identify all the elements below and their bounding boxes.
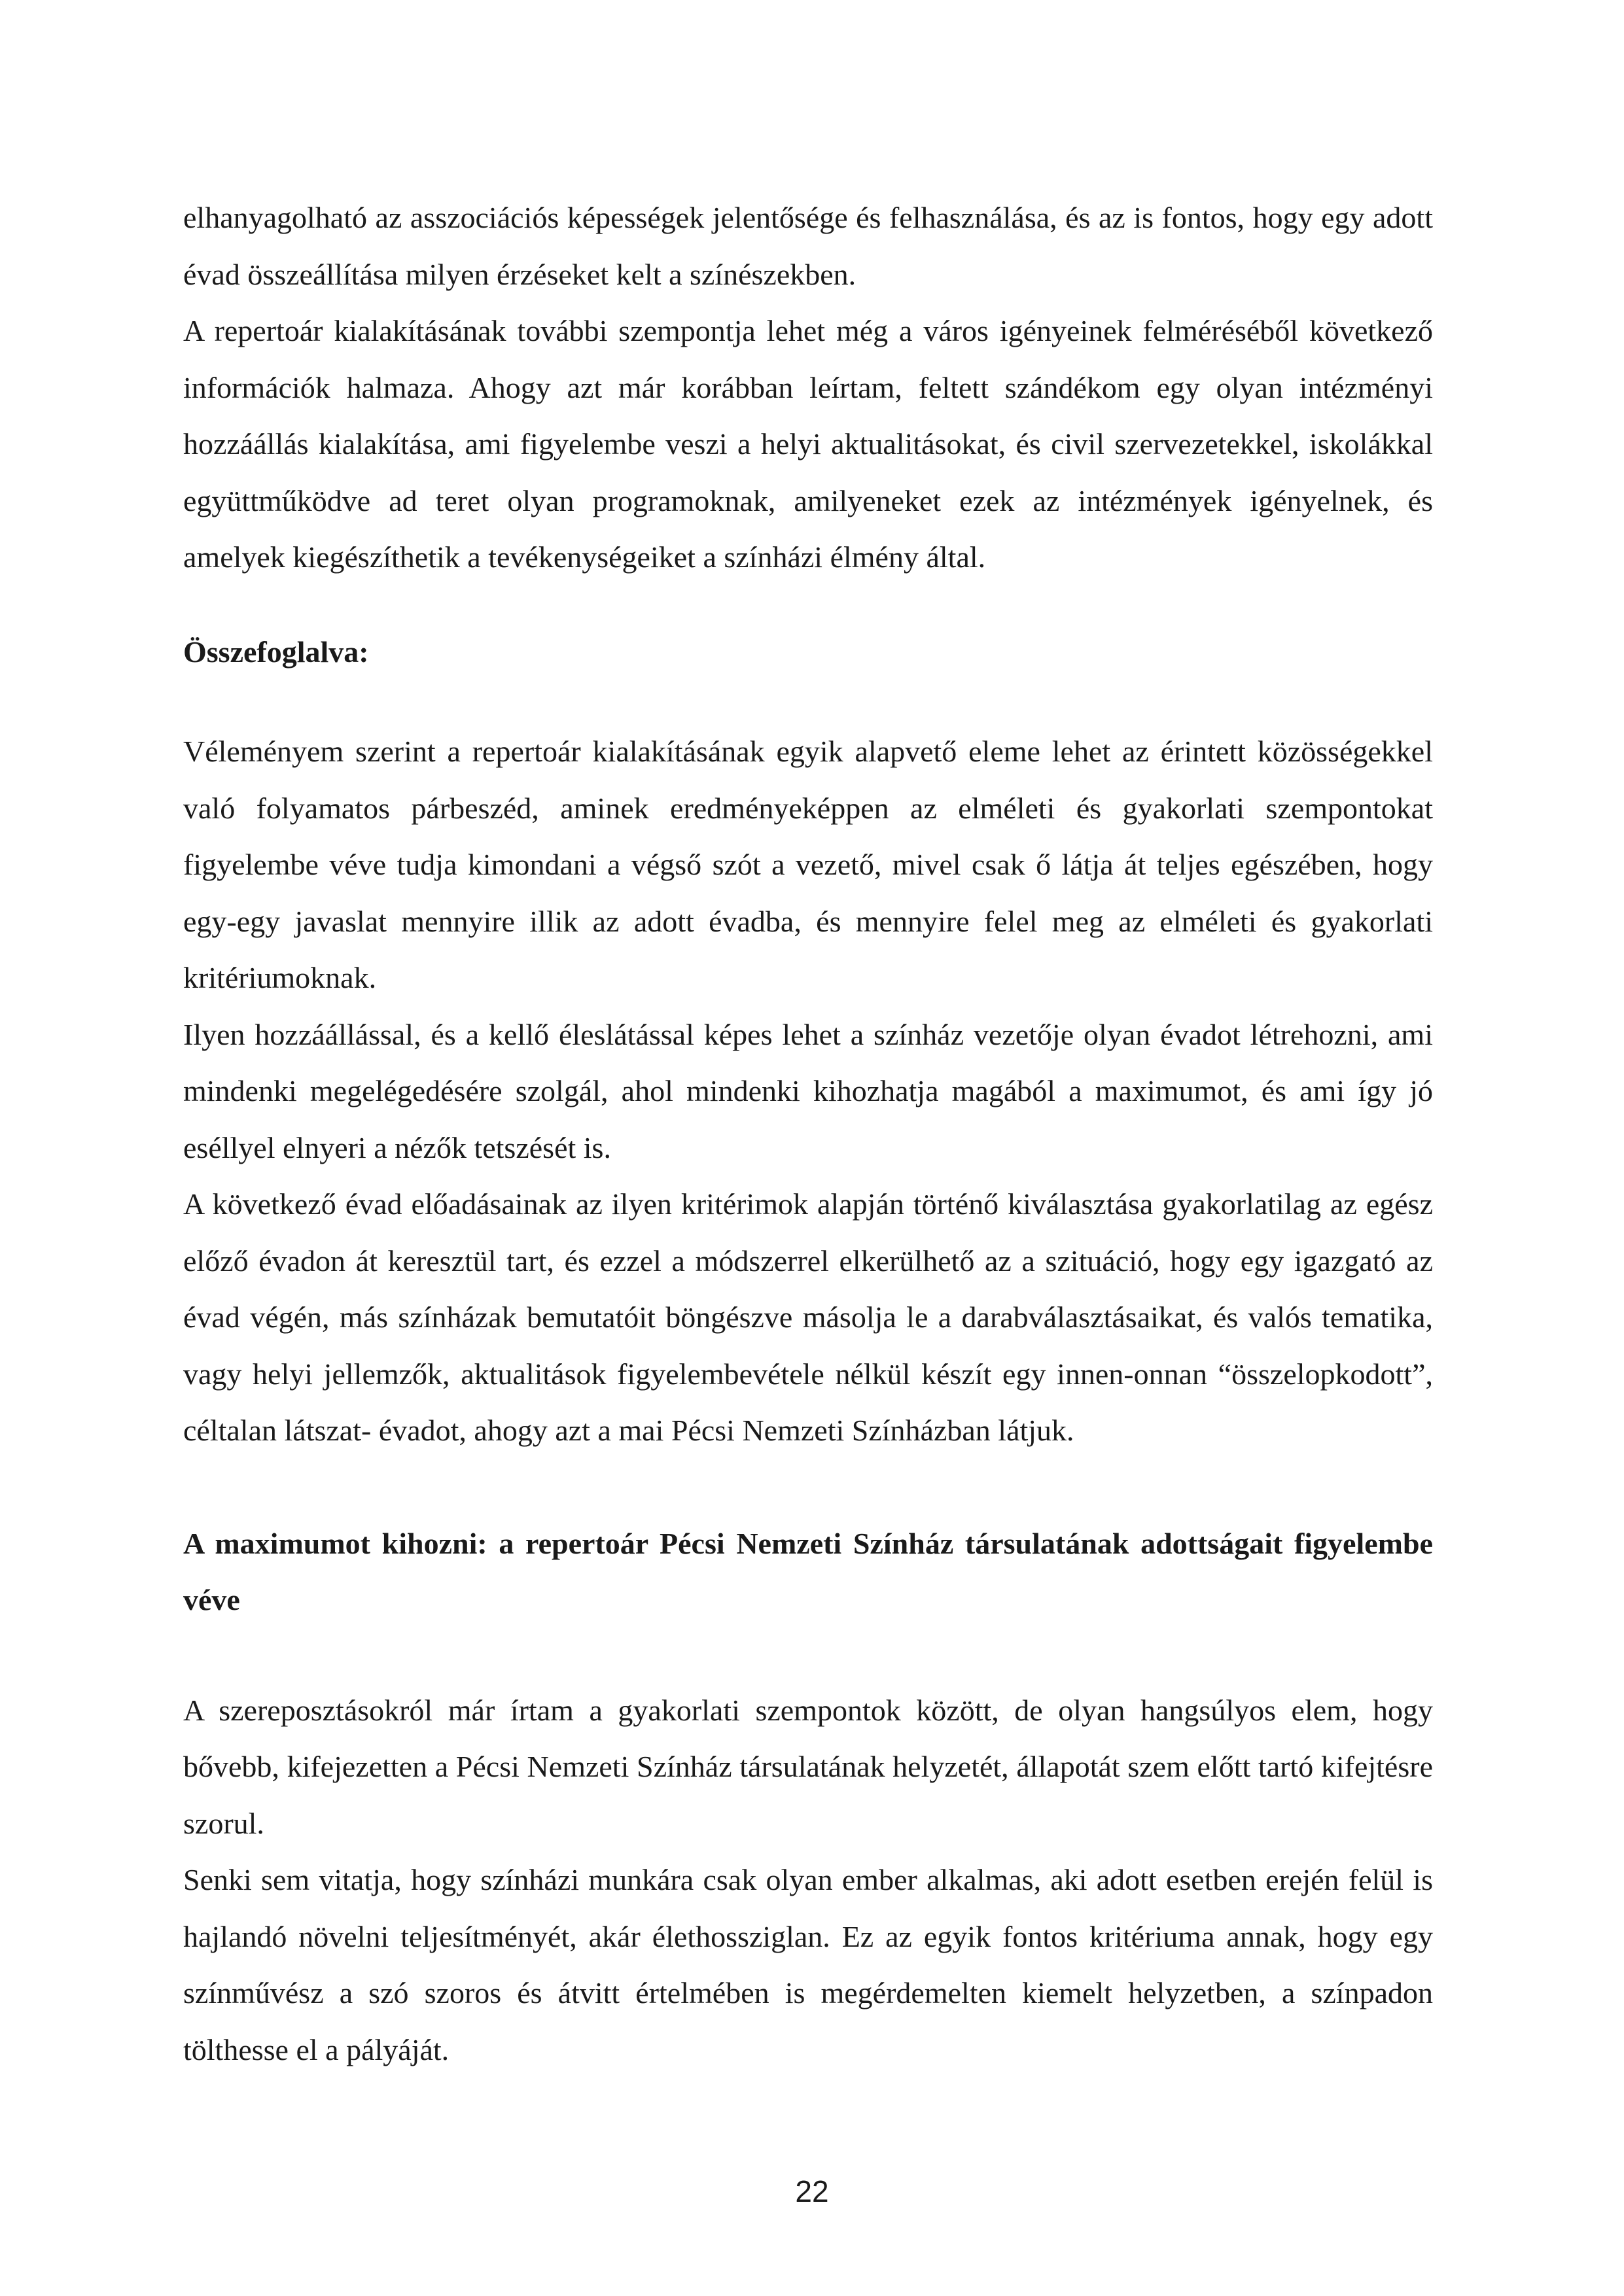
page-number: 22 xyxy=(795,2174,829,2208)
paragraph-casting: A szereposztásokról már írtam a gyakorlati szempontok között, de olyan hangsúlyos elem, hogy bővebb, kifejezetten a Pécsi Nemzeti Színház társulatának helyzetét, állapotát szem előtt tartó kifejtésre szorul. xyxy=(183,1693,1433,1840)
paragraph-associations: elhanyagolható az asszociációs képességek jelentősége és felhasználása, és az is fontos, hogy egy adott évad összeállítása milyen érzéseket kelt a színészekben. xyxy=(183,201,1433,291)
paragraph-actor-dedication: Senki sem vitatja, hogy színházi munkára csak olyan ember alkalmas, aki adott esetben erején felül is hajlandó növelni teljesítményét, akár élethossziglan. Ez az egyik fontos kritériuma annak, hogy egy színművész a szó szoros és átvitt értelmében is megérdemelten kiemelt helyzetben, a színpadon tölthesse el a pályáját. xyxy=(183,1863,1433,2066)
section-heading-summary: Összefoglalva: xyxy=(183,635,369,669)
document-page xyxy=(183,190,1433,2078)
paragraph-city-needs: A repertoár kialakításának további szempontja lehet még a város igényeinek felméréséből következő információk halmaza. Ahogy azt már korábban leírtam, feltett szándékom egy olyan intézményi hozzáállás kialakítása, ami figyelembe veszi a helyi aktualitásokat, és civil szervezetekkel, iskolákkal együttműködve ad teret olyan programoknak, amilyeneket ezek az intézmények igényelnek, és amelyek kiegészíthetik a tevékenységeiket a színházi élmény által. xyxy=(183,314,1433,574)
paragraph-summary-attitude: Ilyen hozzáállással, és a kellő éleslátással képes lehet a színház vezetője olyan évadot létrehozni, ami mindenki megelégedésére szolgál, ahol mindenki kihozhatja magából a maximumot, és ami így jó eséllyel elnyeri a nézők tetszését is. xyxy=(183,1017,1433,1164)
section-heading-maximum: A maximumot kihozni: a repertoár Pécsi Nemzeti Színház társulatának adottságait figyelembe véve xyxy=(183,1526,1433,1616)
paragraph-summary-selection: A következő évad előadásainak az ilyen kritérimok alapján történő kiválasztása gyakorlatilag az egész előző évadon át keresztül tart, és ezzel a módszerrel elkerülhető az a szituáció, hogy egy igazgató az évad végén, más színházak bemutatóit böngészve másolja le a darabválasztásaikat, és valós tematika, vagy helyi jellemzők, aktualitások figyelembevétele nélkül készít egy innen-onnan “összelopkodott”, céltalan látszat- évadot, ahogy azt a mai Pécsi Nemzeti Színházban látjuk. xyxy=(183,1187,1433,1447)
paragraph-summary-dialogue: Véleményem szerint a repertoár kialakításának egyik alapvető eleme lehet az érintett közösségekkel való folyamatos párbeszéd, aminek eredményeképpen az elméleti és gyakorlati szempontokat figyelembe véve tudja kimondani a végső szót a vezető, mivel csak ő látja át teljes egészében, hogy egy-egy javaslat mennyire illik az adott évadba, és mennyire felel meg az elméleti és gyakorlati kritériumoknak. xyxy=(183,735,1433,994)
